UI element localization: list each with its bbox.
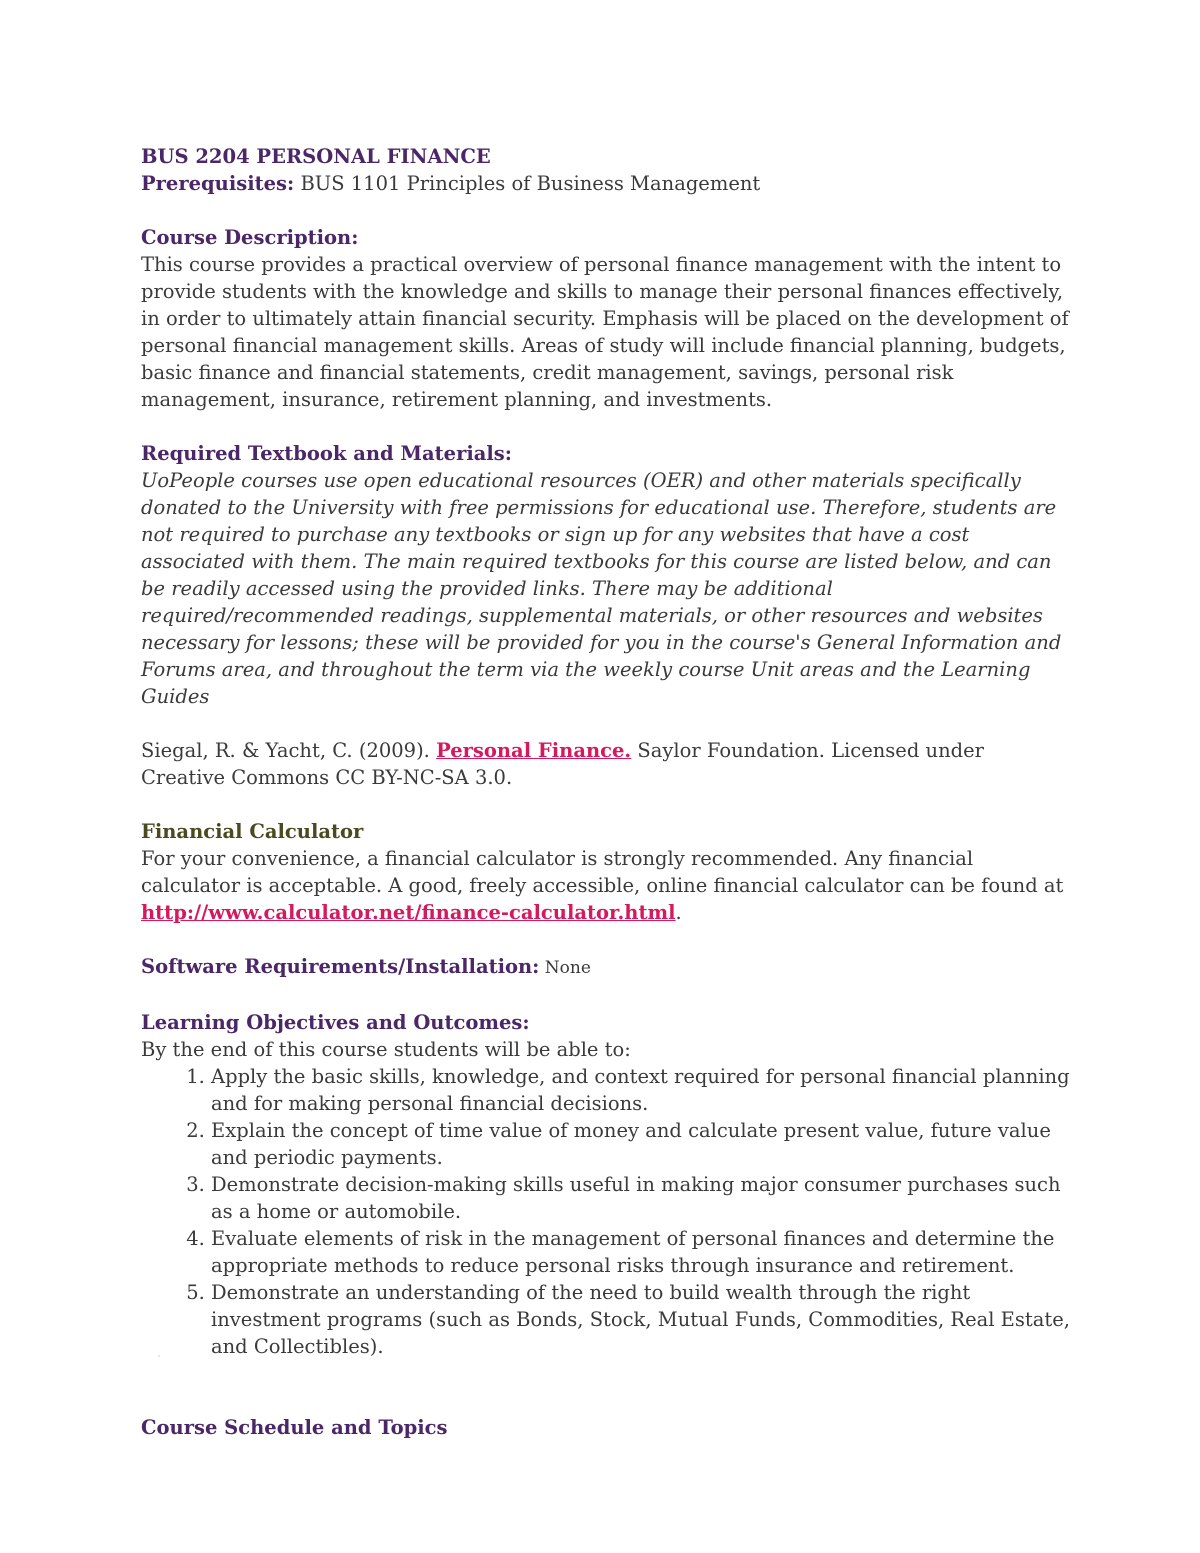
objectives-section: [141, 1009, 1071, 1360]
course-description-section: [141, 224, 1071, 413]
course-description-text: This course provides a practical overview of personal finance management with the intent to provide students with the knowledge and skills to manage their personal finances effectively, in order to ultimately attain financial security. Emphasis will be placed on the development of personal financial management skills. Areas of study will include financial planning, budgets, basic finance and financial statements, credit management, savings, personal risk management, insurance, retirement planning, and investments.: [141, 253, 1069, 411]
schedule-heading: Course Schedule and Topics: [141, 1416, 448, 1439]
list-item: 5. Demonstrate an understanding of the need to build wealth through the right investment programs (such as Bonds, Stock, Mutual Funds, Commodities, Real Estate, and Collectibles).: [211, 1279, 1071, 1360]
list-item: 1. Apply the basic skills, knowledge, and context required for personal financial planning and for making personal financial decisions.: [211, 1063, 1071, 1117]
textbook-text: UoPeople courses use open educational resources (OER) and other materials specifically donated to the University with free permissions for educational use. Therefore, students are not required to purchase any textbooks or sign up for any websites that have a cost associated with them. The main required textbooks for this course are listed below, and can be readily accessed using the provided links. There may be additional required/recommended readings, supplemental materials, or other resources and websites necessary for lessons; these will be provided for you in the course's General Information and Forums area, and throughout the term via the weekly course Unit areas and the Learning Guides: [141, 469, 1062, 708]
course-description-heading: Course Description:: [141, 226, 359, 249]
software-section: [141, 953, 1071, 982]
citation-authors: Siegal, R. & Yacht, C. (2009).: [141, 739, 437, 762]
objectives-intro: By the end of this course students will be able to:: [141, 1038, 631, 1061]
course-header: [141, 143, 1071, 197]
textbook-citation: [141, 737, 1071, 791]
course-title: BUS 2204 PERSONAL FINANCE: [141, 145, 491, 168]
software-heading: Software Requirements/Installation:: [141, 955, 540, 978]
calculator-text: For your convenience, a financial calculator is strongly recommended. Any financial calculator is acceptable. A good, freely accessible, online financial calculator can be found at: [141, 847, 1064, 897]
personal-finance-link[interactable]: Personal Finance.: [436, 739, 632, 762]
software-value: None: [539, 958, 591, 978]
citation-license: Saylor Foundation. Licensed under Creative Commons CC BY-NC-SA 3.0.: [141, 739, 984, 789]
prerequisites-label: Prerequisites:: [141, 172, 295, 195]
calculator-heading: Financial Calculator: [141, 820, 364, 843]
calculator-link[interactable]: http://www.calculator.net/finance-calculator.html: [141, 901, 676, 924]
document-page: [141, 143, 1071, 1441]
calculator-period: .: [675, 901, 682, 924]
schedule-section: [141, 1414, 1071, 1441]
objectives-list: [141, 1063, 1071, 1360]
list-item: 4. Evaluate elements of risk in the management of personal finances and determine the appropriate methods to reduce personal risks through insurance and retirement.: [211, 1225, 1071, 1279]
objectives-heading: Learning Objectives and Outcomes:: [141, 1011, 530, 1034]
stray-mark: [158, 1355, 160, 1357]
calculator-section: [141, 818, 1071, 926]
list-item: 3. Demonstrate decision-making skills useful in making major consumer purchases such as a home or automobile.: [211, 1171, 1071, 1225]
prerequisites-value: BUS 1101 Principles of Business Management: [300, 172, 761, 195]
textbook-heading: Required Textbook and Materials:: [141, 442, 512, 465]
textbook-section: [141, 440, 1071, 710]
list-item: 2. Explain the concept of time value of money and calculate present value, future value and periodic payments.: [211, 1117, 1071, 1171]
